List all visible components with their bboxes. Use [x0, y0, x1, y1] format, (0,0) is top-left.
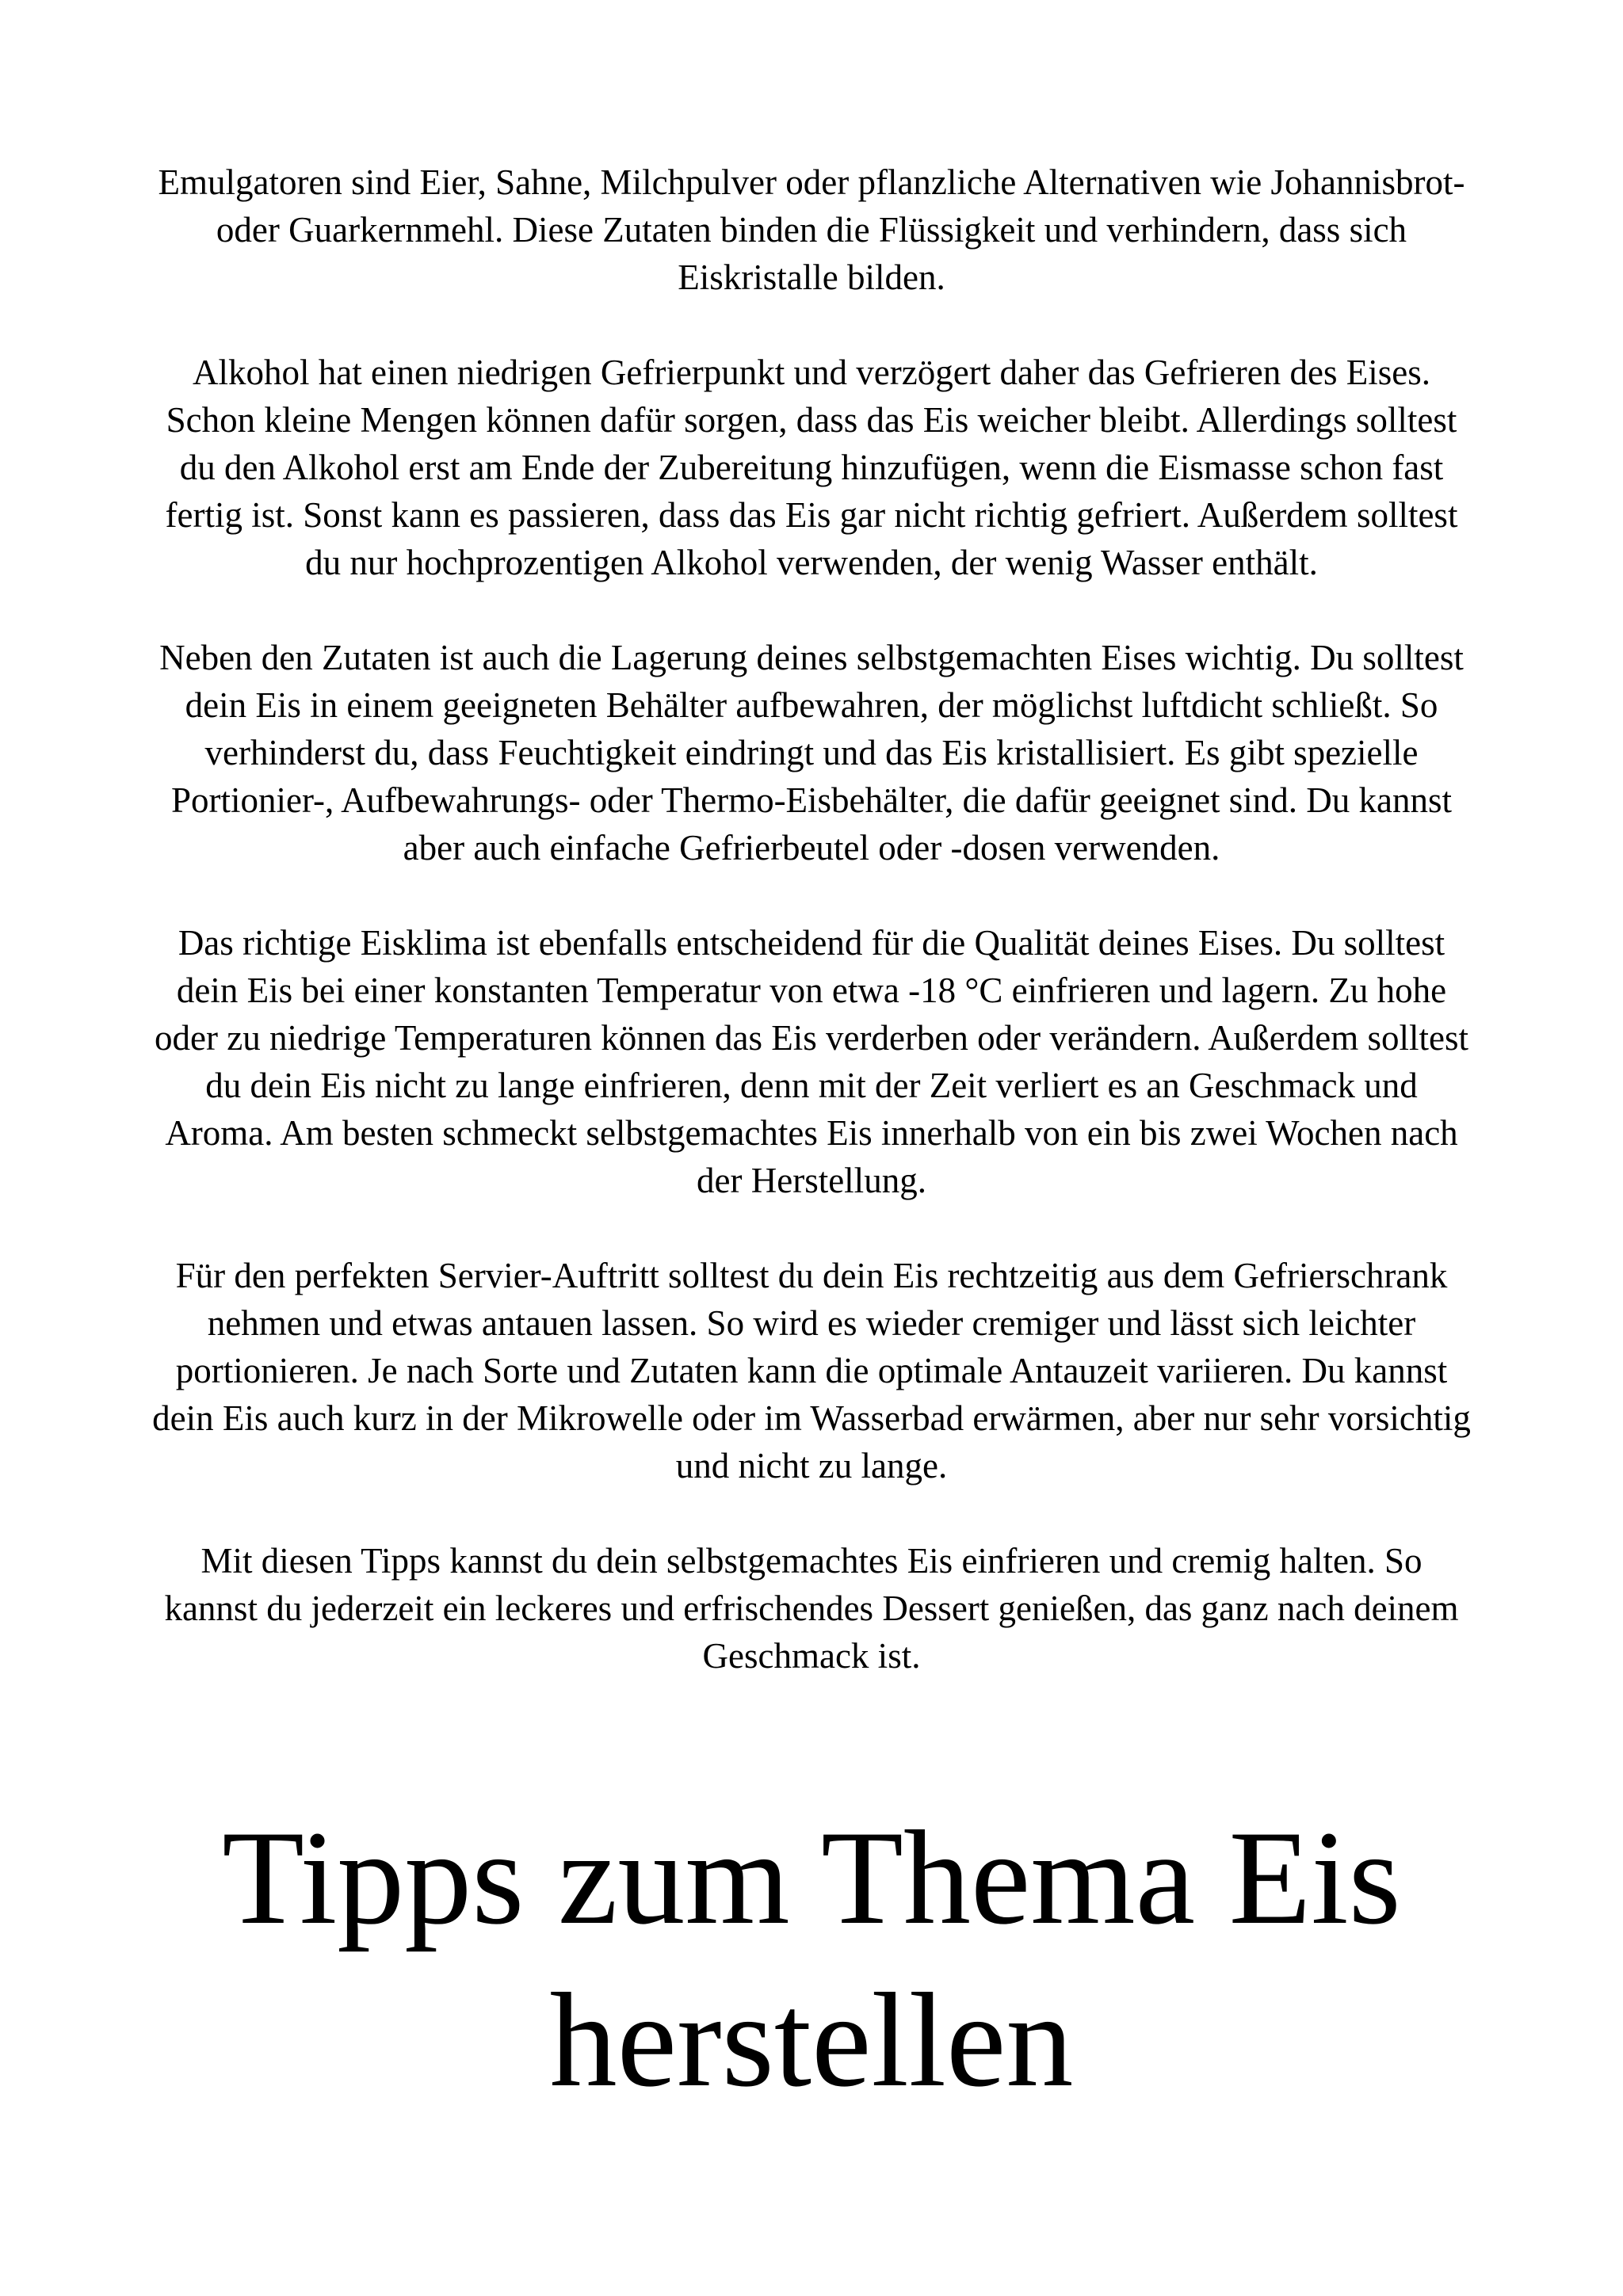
paragraph-eisklima: Das richtige Eisklima ist ebenfalls entscheidend für die Qualität deines Eises. Du solltest dein Eis bei einer konstanten Temperatur von etwa -18 °C einfrieren und lagern. Zu hohe oder zu niedrige Temperaturen können das Eis verderben oder verändern. Außerdem solltest du dein Eis nicht zu lange einfrieren, denn mit der Zeit verliert es an Geschmack und Aroma. Am besten schmeckt selbstgemachtes Eis innerhalb von ein bis zwei Wochen nach der Herstellung.	[155, 923, 1468, 1200]
paragraph-lagerung: Neben den Zutaten ist auch die Lagerung deines selbstgemachten Eises wichtig. Du solltest dein Eis in einem geeigneten Behälter aufbewahren, der möglichst luftdicht schließt. So verhinderst du, dass Feuchtigkeit eindringt und das Eis kristallisiert. Es gibt spezielle Portionier-, Aufbewahrungs- oder Thermo-Eisbehälter, die dafür geeignet sind. Du kannst aber auch einfache Gefrierbeutel oder -dosen verwenden.	[159, 638, 1464, 868]
paragraph-servieren: Für den perfekten Servier-Auftritt solltest du dein Eis rechtzeitig aus dem Gefrierschrank nehmen und etwas antauen lassen. So wird es wieder cremiger und lässt sich leichter portionieren. Je nach Sorte und Zutaten kann die optimale Antauzeit variieren. Du kannst dein Eis auch kurz in der Mikrowelle oder im Wasserbad erwärmen, aber nur sehr vorsichtig und nicht zu lange.	[152, 1256, 1471, 1486]
page-title: Tipps zum Thema Eis herstellen	[222, 1803, 1401, 2115]
paragraph-fazit: Mit diesen Tipps kannst du dein selbstgemachtes Eis einfrieren und cremig halten. So kannst du jederzeit ein leckeres und erfrischendes Dessert genießen, das ganz nach deinem Geschmack ist.	[164, 1541, 1459, 1676]
paragraph-emulgatoren: Emulgatoren sind Eier, Sahne, Milchpulver oder pflanzliche Alternativen wie Johannisbrot- oder Guarkernmehl. Diese Zutaten binden die Flüssigkeit und verhindern, dass sich Eiskristalle bilden.	[158, 162, 1465, 297]
body-text	[151, 158, 1472, 1727]
paragraph-alkohol: Alkohol hat einen niedrigen Gefrierpunkt und verzögert daher das Gefrieren des Eises. Schon kleine Mengen können dafür sorgen, dass das Eis weicher bleibt. Allerdings solltest du den Alkohol erst am Ende der Zubereitung hinzufügen, wenn die Eismasse schon fast fertig ist. Sonst kann es passieren, dass das Eis gar nicht richtig gefriert. Außerdem solltest du nur hochprozentigen Alkohol verwenden, der wenig Wasser enthält.	[165, 353, 1458, 582]
